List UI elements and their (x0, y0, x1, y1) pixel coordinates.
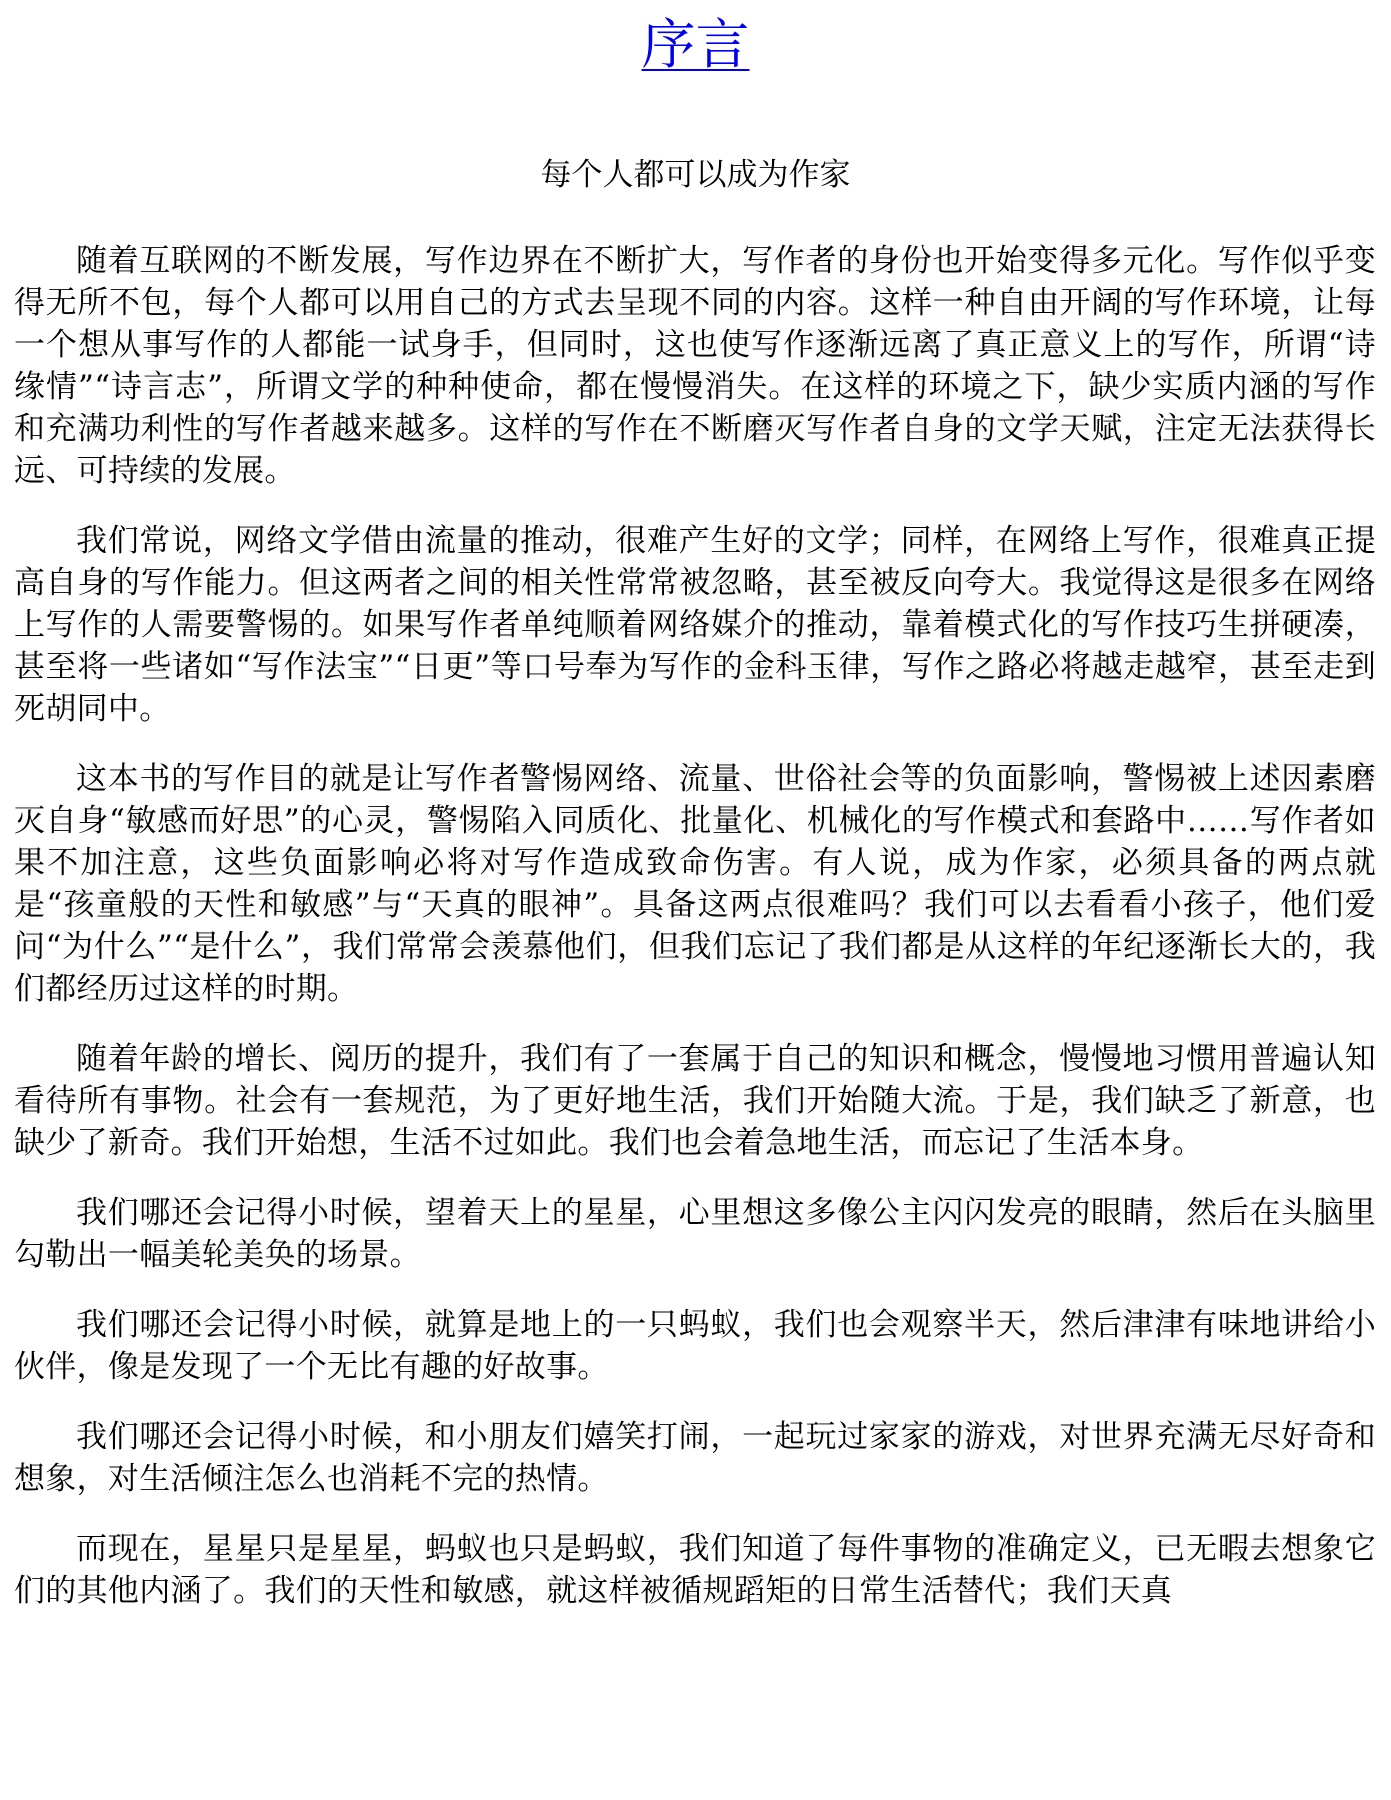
section-subtitle: 每个人都可以成为作家 (540, 157, 851, 193)
paragraph: 我们哪还会记得小时候，和小朋友们嬉笑打闹，一起玩过家家的游戏，对世界充满无尽好奇和想象，对生活倾注怎么也消耗不完的热情。 (14, 1419, 1376, 1497)
paragraph: 而现在，星星只是星星，蚂蚁也只是蚂蚁，我们知道了每件事物的准确定义，已无暇去想象它们的其他内涵了。我们的天性和敏感，就这样被循规蹈矩的日常生活替代；我们天真 (14, 1531, 1376, 1609)
paragraph: 我们哪还会记得小时候，望着天上的星星，心里想这多像公主闪闪发亮的眼睛，然后在头脑里勾勒出一幅美轮美奂的场景。 (14, 1195, 1376, 1273)
page-title (0, 10, 1391, 80)
paragraph: 我们常说，网络文学借由流量的推动，很难产生好的文学；同样，在网络上写作，很难真正提高自身的写作能力。但这两者之间的相关性常常被忽略，甚至被反向夸大。我觉得这是很多在网络上写作的人需要警惕的。如果写作者单纯顺着网络媒介的推动，靠着模式化的写作技巧生拼硬凑，甚至将一些诸如“写作法宝”“日更”等口号奉为写作的金科玉律，写作之路必将越走越窄，甚至走到死胡同中。 (14, 523, 1376, 727)
paragraph: 这本书的写作目的就是让写作者警惕网络、流量、世俗社会等的负面影响，警惕被上述因素磨灭自身“敏感而好思”的心灵，警惕陷入同质化、批量化、机械化的写作模式和套路中……写作者如果不加注意，这些负面影响必将对写作造成致命伤害。有人说，成为作家，必须具备的两点就是“孩童般的天性和敏感”与“天真的眼神”。具备这两点很难吗？我们可以去看看小孩子，他们爱问“为什么”“是什么”，我们常常会羡慕他们，但我们忘记了我们都是从这样的年纪逐渐长大的，我们都经历过这样的时期。 (14, 761, 1376, 1007)
paragraph: 我们哪还会记得小时候，就算是地上的一只蚂蚁，我们也会观察半天，然后津津有味地讲给小伙伴，像是发现了一个无比有趣的好故事。 (14, 1307, 1376, 1385)
paragraph: 随着年龄的增长、阅历的提升，我们有了一套属于自己的知识和概念，慢慢地习惯用普遍认知看待所有事物。社会有一套规范，为了更好地生活，我们开始随大流。于是，我们缺乏了新意，也缺少了新奇。我们开始想，生活不过如此。我们也会着急地生活，而忘记了生活本身。 (14, 1041, 1376, 1161)
body-text (14, 240, 1376, 1640)
paragraph: 随着互联网的不断发展，写作边界在不断扩大，写作者的身份也开始变得多元化。写作似乎变得无所不包，每个人都可以用自己的方式去呈现不同的内容。这样一种自由开阔的写作环境，让每一个想从事写作的人都能一试身手，但同时，这也使写作逐渐远离了真正意义上的写作，所谓“诗缘情”“诗言志”，所谓文学的种种使命，都在慢慢消失。在这样的环境之下，缺少实质内涵的写作和充满功利性的写作者越来越多。这样的写作在不断磨灭写作者自身的文学天赋，注定无法获得长远、可持续的发展。 (14, 243, 1376, 489)
title-link[interactable]: 序言 (641, 13, 750, 76)
